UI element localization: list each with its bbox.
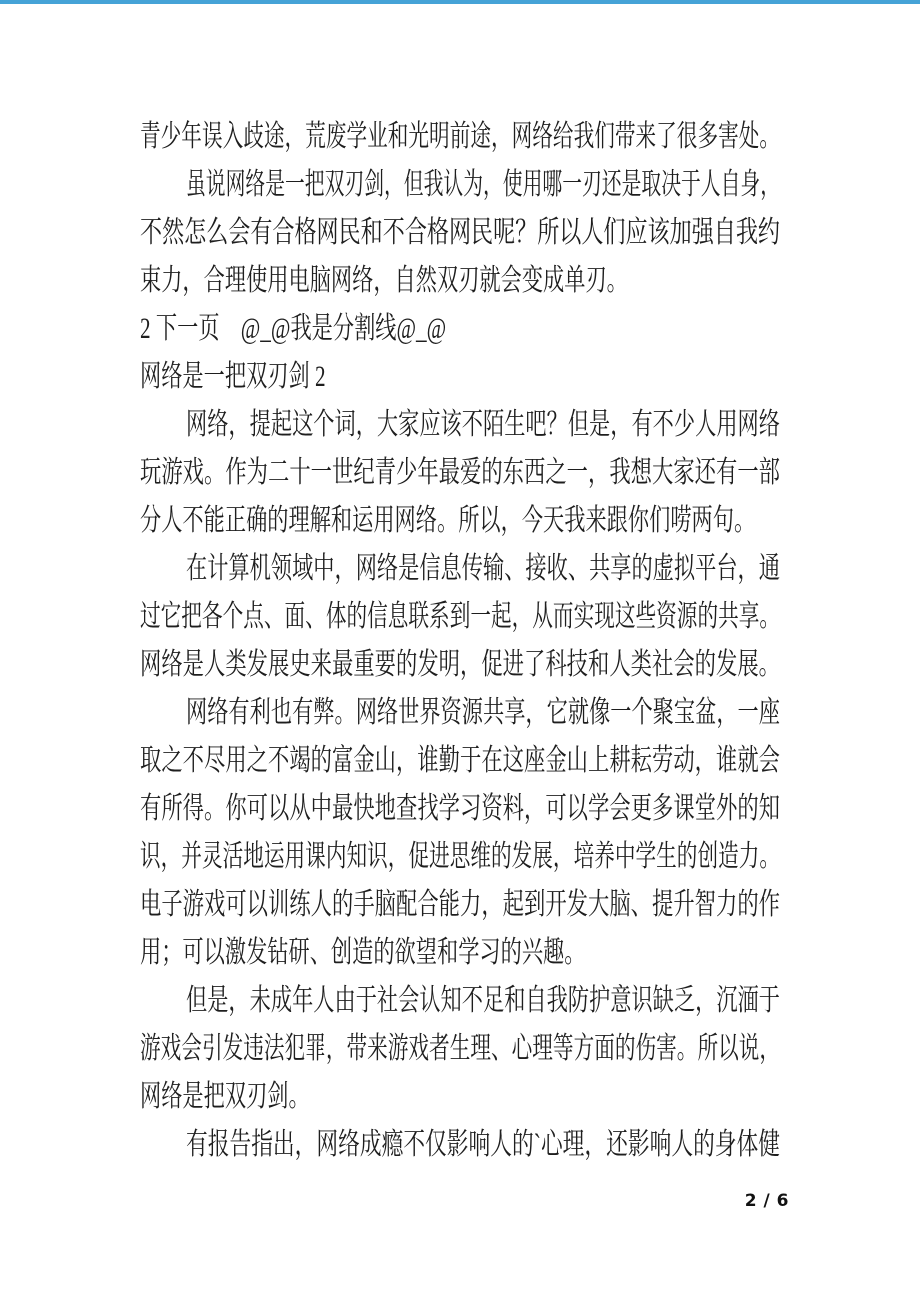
- text-line-content: 有报告指出，网络成瘾不仅影响人的`心理，还影响人的身体健: [186, 1128, 781, 1161]
- text-line-content: 网络是把双刃剑。: [140, 1080, 310, 1113]
- text-line-content: 有所得。你可以从中最快地查找学习资料，可以学会更多课堂外的知: [140, 792, 780, 825]
- top-accent-bar: [0, 0, 920, 4]
- text-line-content: 游戏会引发违法犯罪，带来游戏者生理、心理等方面的伤害。所以说，: [140, 1032, 781, 1065]
- text-line: [140, 449, 780, 497]
- text-line-content: 虽说网络是一把双刃剑，但我认为，使用哪一刃还是取决于人自身，: [186, 168, 780, 201]
- text-line-content: 玩游戏。作为二十一世纪青少年最爱的东西之一，我想大家还有一部: [140, 456, 780, 489]
- text-line: [140, 1025, 780, 1073]
- text-line: [140, 593, 780, 641]
- text-line: [140, 1121, 780, 1169]
- page-number-indicator: 2 / 6: [744, 1191, 789, 1211]
- text-line: [140, 785, 780, 833]
- text-line-content: 网络是一把双刃剑 2: [140, 360, 326, 393]
- text-line: [140, 689, 780, 737]
- text-line: [140, 161, 780, 209]
- text-line: [140, 833, 780, 881]
- text-line-content: 在计算机领域中，网络是信息传输、接收、共享的虚拟平台，通: [186, 552, 780, 585]
- text-line: [140, 305, 780, 353]
- text-line: [140, 881, 780, 929]
- text-line-content: 网络，提起这个词，大家应该不陌生吧？但是，有不少人用网络: [186, 408, 780, 441]
- document-page-body: [140, 113, 780, 1169]
- text-line-content: 青少年误入歧途，荒废学业和光明前途，网络给我们带来了很多害处。: [140, 120, 781, 153]
- text-line: [140, 257, 780, 305]
- text-line: [140, 113, 780, 161]
- text-line: [140, 737, 780, 785]
- text-line-content: 网络有利也有弊。网络世界资源共享，它就像一个聚宝盆，一座: [186, 696, 780, 729]
- text-line: [140, 401, 780, 449]
- text-line: [140, 929, 780, 977]
- text-line: [140, 497, 780, 545]
- text-line-content: 但是，未成年人由于社会认知不足和自我防护意识缺乏，沉湎于: [186, 984, 780, 1017]
- text-line-content: 束力，合理使用电脑网络，自然双刃就会变成单刃。: [140, 264, 628, 297]
- text-line-content: 网络是人类发展史来最重要的发明，促进了科技和人类社会的发展。: [140, 648, 780, 681]
- text-line: [140, 209, 780, 257]
- text-line: [140, 545, 780, 593]
- text-line-content: 识，并灵活地运用课内知识，促进思维的发展，培养中学生的创造力。: [140, 840, 781, 873]
- text-line: [140, 353, 780, 401]
- text-line-content: 2 下一页 @_@我是分割线@_@: [140, 312, 447, 345]
- text-line-content: 电子游戏可以训练人的手脑配合能力，起到开发大脑、提升智力的作: [140, 888, 780, 921]
- text-line: [140, 1073, 780, 1121]
- text-line-content: 不然怎么会有合格网民和不合格网民呢？所以人们应该加强自我约: [140, 216, 780, 249]
- text-line-content: 取之不尽用之不竭的富金山，谁勤于在这座金山上耕耘劳动，谁就会: [140, 744, 780, 777]
- text-line: [140, 977, 780, 1025]
- text-line: [140, 641, 780, 689]
- text-line-content: 过它把各个点、面、体的信息联系到一起，从而实现这些资源的共享。: [140, 600, 781, 633]
- text-line-content: 用；可以激发钻研、创造的欲望和学习的兴趣。: [140, 936, 586, 969]
- text-line-content: 分人不能正确的理解和运用网络。所以，今天我来跟你们唠两句。: [140, 504, 756, 537]
